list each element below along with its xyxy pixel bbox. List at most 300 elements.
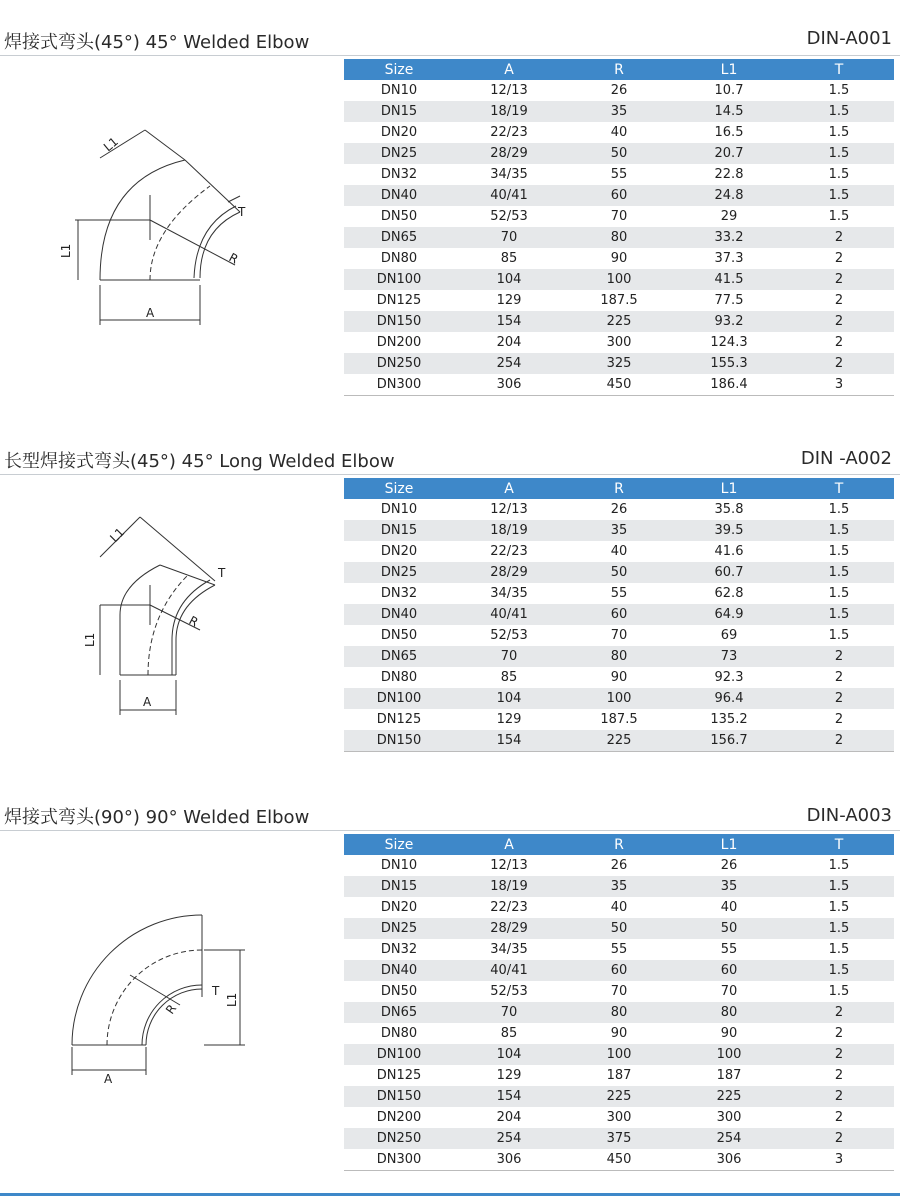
table-cell: DN65 [344, 227, 454, 248]
table-cell: 80 [674, 1002, 784, 1023]
column-header: L1 [674, 834, 784, 855]
table-cell: DN300 [344, 374, 454, 396]
table-cell: 2 [784, 353, 894, 374]
table-cell: DN20 [380, 544, 418, 559]
table-cell: 60 [674, 960, 784, 981]
table-cell: 92.3 [714, 670, 744, 685]
table-row [344, 248, 894, 269]
table-cell: 60.7 [674, 562, 784, 583]
table-row [344, 374, 894, 396]
table-row [344, 353, 894, 374]
table-cell: 55 [610, 586, 628, 601]
table-cell: DN50 [380, 984, 418, 999]
table-cell: 1.5 [828, 125, 850, 140]
table-cell: 34/35 [490, 586, 528, 601]
table-cell: 2 [784, 1044, 894, 1065]
table-cell: 10.7 [714, 83, 744, 98]
label-l1-side: L1 [59, 243, 73, 258]
elbow-90-diagram [0, 905, 300, 1095]
table-cell: 154 [454, 730, 564, 752]
column-header: T [784, 478, 894, 499]
column-header: A [454, 478, 564, 499]
table-cell: DN25 [344, 143, 454, 164]
table-cell: 22/23 [490, 900, 528, 915]
table-cell: 100 [674, 1044, 784, 1065]
table-cell: 1.5 [828, 167, 850, 182]
table-cell: 70 [454, 646, 564, 667]
table-cell: 2 [784, 646, 894, 667]
table-row [344, 960, 894, 981]
table-cell: 1.5 [828, 984, 850, 999]
table-cell: 1.5 [784, 520, 894, 541]
table-cell: 90 [610, 251, 628, 266]
table-row [344, 1086, 894, 1107]
table-cell: DN250 [344, 1128, 454, 1149]
table-cell: DN100 [344, 269, 454, 290]
table-cell: 26 [610, 502, 628, 517]
label-t: T [212, 984, 220, 998]
table-cell: 80 [564, 1002, 674, 1023]
table-cell: 2 [834, 335, 844, 350]
column-header: Size [344, 478, 454, 499]
section-divider [0, 55, 900, 56]
table-cell: 254 [454, 1128, 564, 1149]
table-cell: 154 [454, 311, 564, 332]
table-cell: 39.5 [674, 520, 784, 541]
table-row [344, 1149, 894, 1171]
table-cell: 2 [834, 712, 844, 727]
table-cell: 29 [720, 209, 738, 224]
table-cell: 22/23 [490, 125, 528, 140]
table-cell: DN50 [380, 209, 418, 224]
table-cell: 18/19 [454, 876, 564, 897]
table-cell: DN150 [344, 730, 454, 752]
table-cell: 1.5 [828, 858, 850, 873]
table-cell: 50 [564, 143, 674, 164]
table-row [344, 1002, 894, 1023]
section-code: DIN-A001 [806, 28, 892, 49]
table-cell: DN80 [380, 251, 418, 266]
table-cell: DN200 [376, 1110, 422, 1125]
table-cell: DN15 [344, 876, 454, 897]
table-row [344, 897, 894, 918]
table-cell: 2 [784, 311, 894, 332]
section-title: 焊接式弯头(90°) 90° Welded Elbow [4, 807, 310, 828]
table-cell: 35.8 [714, 502, 744, 517]
table-cell: 50 [564, 562, 674, 583]
table-cell: 62.8 [714, 586, 744, 601]
table-cell: 104 [454, 269, 564, 290]
table-cell: 1.5 [784, 604, 894, 625]
table-cell: DN150 [344, 311, 454, 332]
table-cell: 52/53 [490, 984, 528, 999]
table-cell: DN10 [380, 858, 418, 873]
table-row [344, 164, 894, 185]
table-cell: 1.5 [828, 502, 850, 517]
table-cell: 187.5 [600, 293, 638, 308]
table-cell: 375 [564, 1128, 674, 1149]
table-cell: 33.2 [674, 227, 784, 248]
table-cell: 70 [454, 227, 564, 248]
table-cell: 85 [500, 670, 518, 685]
table-cell: 300 [716, 1110, 742, 1125]
table-cell: 1.5 [784, 918, 894, 939]
table-row [344, 541, 894, 562]
table-cell: 55 [610, 167, 628, 182]
table-cell: 254 [674, 1128, 784, 1149]
table-cell: 154 [454, 1086, 564, 1107]
table-cell: DN10 [380, 83, 418, 98]
table-cell: 1.5 [784, 143, 894, 164]
table-cell: 35 [564, 876, 674, 897]
table-row [344, 939, 894, 960]
table-cell: 50 [564, 918, 674, 939]
table-row [344, 1065, 894, 1086]
label-t: T [218, 566, 226, 580]
table-cell: 306 [674, 1149, 784, 1171]
table-cell: 1.5 [828, 900, 850, 915]
table-cell: 104 [454, 1044, 564, 1065]
table-row [344, 876, 894, 897]
label-l1-side: L1 [225, 992, 239, 1007]
table-cell: 14.5 [674, 101, 784, 122]
table-cell: 41.5 [674, 269, 784, 290]
table-cell: 186.4 [674, 374, 784, 396]
table-cell: 1.5 [784, 185, 894, 206]
table-cell: 1.5 [784, 101, 894, 122]
table-cell: 2 [834, 1110, 844, 1125]
table-cell: DN40 [344, 960, 454, 981]
table-cell: 2 [784, 1128, 894, 1149]
table-cell: 55 [720, 942, 738, 957]
table-cell: 60 [564, 960, 674, 981]
label-l1-top: L1 [100, 134, 121, 155]
table-row [344, 290, 894, 311]
table-row [344, 1044, 894, 1065]
table-cell: DN250 [344, 353, 454, 374]
table-row [344, 206, 894, 227]
table-cell: 225 [564, 1086, 674, 1107]
table-row [344, 332, 894, 353]
table-cell: 100 [564, 1044, 674, 1065]
table-cell: DN125 [376, 1068, 422, 1083]
section-title: 焊接式弯头(45°) 45° Welded Elbow [4, 32, 310, 53]
table-cell: 40 [610, 125, 628, 140]
table-cell: 40 [610, 544, 628, 559]
table-cell: 50 [674, 918, 784, 939]
table-cell: 129 [496, 1068, 522, 1083]
table-cell: 3 [784, 1149, 894, 1171]
table-cell: DN80 [380, 670, 418, 685]
table-cell: 100 [564, 688, 674, 709]
table-row [344, 730, 894, 752]
table-cell: 34/35 [490, 942, 528, 957]
table-row [344, 143, 894, 164]
column-header: L1 [674, 59, 784, 80]
table-cell: 60 [564, 185, 674, 206]
table-cell: 155.3 [674, 353, 784, 374]
table-cell: 12/13 [490, 502, 528, 517]
table-cell: DN20 [380, 125, 418, 140]
table-cell: 2 [784, 1086, 894, 1107]
table-row [344, 646, 894, 667]
table-cell: 70 [610, 628, 628, 643]
table-row [344, 1023, 894, 1044]
table-row [344, 688, 894, 709]
column-header: A [454, 834, 564, 855]
table-row [344, 499, 894, 520]
table-cell: 1.5 [828, 209, 850, 224]
table-cell: 12/13 [490, 858, 528, 873]
table-cell: DN15 [344, 520, 454, 541]
label-l1-side: L1 [83, 632, 97, 647]
table-cell: DN40 [344, 604, 454, 625]
table-cell: 40/41 [454, 960, 564, 981]
table-cell: 156.7 [674, 730, 784, 752]
table-cell: 93.2 [674, 311, 784, 332]
table-cell: 26 [720, 858, 738, 873]
table-cell: 85 [500, 251, 518, 266]
table-cell: 2 [784, 730, 894, 752]
table-cell: 24.8 [674, 185, 784, 206]
table-row [344, 1107, 894, 1128]
table-cell: 22/23 [490, 544, 528, 559]
label-a: A [104, 1072, 113, 1086]
table-cell: 100 [564, 269, 674, 290]
table-row [344, 311, 894, 332]
column-header: R [564, 478, 674, 499]
table-row [344, 981, 894, 1002]
table-cell: 2 [784, 269, 894, 290]
table-header-row [344, 478, 894, 499]
table-cell: DN10 [380, 502, 418, 517]
table-cell: 70 [610, 984, 628, 999]
table-cell: 35 [564, 520, 674, 541]
column-header: R [564, 834, 674, 855]
section-divider [0, 830, 900, 831]
table-cell: DN25 [344, 562, 454, 583]
table-cell: 34/35 [490, 167, 528, 182]
table-row [344, 625, 894, 646]
table-cell: DN32 [380, 942, 418, 957]
label-a: A [146, 306, 155, 320]
table-cell: 18/19 [454, 520, 564, 541]
table-cell: 80 [564, 227, 674, 248]
spec-table [344, 834, 894, 1171]
label-r: R [186, 613, 201, 630]
section-code: DIN -A002 [800, 448, 892, 469]
table-cell: DN25 [344, 918, 454, 939]
table-cell: 225 [564, 730, 674, 752]
table-cell: 70 [720, 984, 738, 999]
table-cell: 96.4 [674, 688, 784, 709]
table-cell: 2 [834, 1068, 844, 1083]
table-row [344, 269, 894, 290]
table-cell: DN50 [380, 628, 418, 643]
table-cell: 37.3 [714, 251, 744, 266]
table-cell: DN80 [380, 1026, 418, 1041]
table-cell: DN65 [344, 646, 454, 667]
table-cell: 35 [674, 876, 784, 897]
table-cell: 20.7 [674, 143, 784, 164]
table-row [344, 1128, 894, 1149]
table-cell: 16.5 [714, 125, 744, 140]
table-cell: 1.5 [828, 586, 850, 601]
table-cell: DN200 [376, 335, 422, 350]
table-cell: 55 [610, 942, 628, 957]
table-cell: 85 [500, 1026, 518, 1041]
column-header: Size [344, 834, 454, 855]
table-cell: 1.5 [784, 876, 894, 897]
table-cell: 187 [606, 1068, 632, 1083]
table-row [344, 101, 894, 122]
table-cell: 2 [834, 670, 844, 685]
label-a: A [143, 695, 152, 709]
table-cell: DN65 [344, 1002, 454, 1023]
column-header: T [784, 59, 894, 80]
table-cell: 306 [454, 374, 564, 396]
spec-table [344, 478, 894, 752]
table-cell: 18/19 [454, 101, 564, 122]
table-cell: 306 [454, 1149, 564, 1171]
table-cell: DN32 [380, 167, 418, 182]
table-cell: 52/53 [490, 209, 528, 224]
table-cell: 325 [564, 353, 674, 374]
table-cell: 28/29 [454, 562, 564, 583]
table-cell: 2 [784, 1002, 894, 1023]
column-header: A [454, 59, 564, 80]
table-row [344, 667, 894, 688]
table-cell: DN40 [344, 185, 454, 206]
table-header-row [344, 59, 894, 80]
table-cell: 1.5 [828, 544, 850, 559]
bottom-rule [0, 1193, 900, 1196]
table-header-row [344, 834, 894, 855]
table-cell: 52/53 [490, 628, 528, 643]
table-cell: 300 [606, 1110, 632, 1125]
table-cell: 204 [496, 1110, 522, 1125]
table-row [344, 185, 894, 206]
table-cell: 1.5 [828, 628, 850, 643]
table-cell: DN32 [380, 586, 418, 601]
table-cell: 450 [564, 374, 674, 396]
table-cell: 2 [834, 251, 844, 266]
table-row [344, 855, 894, 876]
column-header: T [784, 834, 894, 855]
table-row [344, 562, 894, 583]
table-cell: 225 [674, 1086, 784, 1107]
table-cell: 129 [496, 293, 522, 308]
table-cell: DN100 [344, 1044, 454, 1065]
column-header: Size [344, 59, 454, 80]
table-cell: DN20 [380, 900, 418, 915]
table-cell: DN125 [376, 712, 422, 727]
table-cell: DN150 [344, 1086, 454, 1107]
table-cell: DN300 [344, 1149, 454, 1171]
table-cell: 70 [454, 1002, 564, 1023]
column-header: R [564, 59, 674, 80]
table-cell: 129 [496, 712, 522, 727]
table-cell: 104 [454, 688, 564, 709]
table-row [344, 918, 894, 939]
table-cell: 2 [784, 227, 894, 248]
label-t: T [238, 205, 246, 219]
table-cell: 35 [564, 101, 674, 122]
table-cell: 187 [716, 1068, 742, 1083]
table-cell: 135.2 [710, 712, 748, 727]
table-cell: 77.5 [714, 293, 744, 308]
table-cell: 2 [784, 688, 894, 709]
table-cell: 73 [674, 646, 784, 667]
table-row [344, 227, 894, 248]
table-cell: 28/29 [454, 918, 564, 939]
table-cell: 124.3 [710, 335, 748, 350]
table-cell: DN100 [344, 688, 454, 709]
table-cell: DN15 [344, 101, 454, 122]
table-cell: 300 [606, 335, 632, 350]
table-row [344, 709, 894, 730]
table-cell: 187.5 [600, 712, 638, 727]
table-cell: 12/13 [490, 83, 528, 98]
elbow-45-diagram [0, 120, 300, 340]
table-cell: 3 [784, 374, 894, 396]
table-cell: 90 [720, 1026, 738, 1041]
table-cell: DN125 [376, 293, 422, 308]
table-cell: 70 [610, 209, 628, 224]
table-row [344, 122, 894, 143]
table-cell: 1.5 [828, 942, 850, 957]
table-cell: 22.8 [714, 167, 744, 182]
label-r: R [226, 250, 241, 267]
table-cell: 40 [610, 900, 628, 915]
table-cell: 450 [564, 1149, 674, 1171]
table-cell: 1.5 [784, 562, 894, 583]
table-cell: 1.5 [784, 960, 894, 981]
table-cell: 40 [720, 900, 738, 915]
table-cell: 28/29 [454, 143, 564, 164]
table-row [344, 80, 894, 101]
table-cell: 26 [610, 858, 628, 873]
section-divider [0, 474, 900, 475]
table-cell: 40/41 [454, 604, 564, 625]
table-cell: 204 [496, 335, 522, 350]
table-cell: 254 [454, 353, 564, 374]
table-cell: 69 [720, 628, 738, 643]
spec-table [344, 59, 894, 396]
table-cell: 40/41 [454, 185, 564, 206]
long-elbow-45-diagram [0, 505, 300, 720]
table-cell: 2 [834, 1026, 844, 1041]
table-cell: 2 [834, 293, 844, 308]
column-header: L1 [674, 478, 784, 499]
table-cell: 80 [564, 646, 674, 667]
table-cell: 26 [610, 83, 628, 98]
table-row [344, 604, 894, 625]
table-cell: 60 [564, 604, 674, 625]
table-cell: 90 [610, 670, 628, 685]
table-row [344, 583, 894, 604]
label-r: R [162, 1001, 180, 1017]
label-l1-top: L1 [107, 525, 128, 546]
table-cell: 225 [564, 311, 674, 332]
table-cell: 64.9 [674, 604, 784, 625]
table-cell: 1.5 [828, 83, 850, 98]
section-title: 长型焊接式弯头(45°) 45° Long Welded Elbow [4, 451, 395, 472]
table-cell: 90 [610, 1026, 628, 1041]
table-cell: 41.6 [714, 544, 744, 559]
section-code: DIN-A003 [806, 805, 892, 826]
table-row [344, 520, 894, 541]
